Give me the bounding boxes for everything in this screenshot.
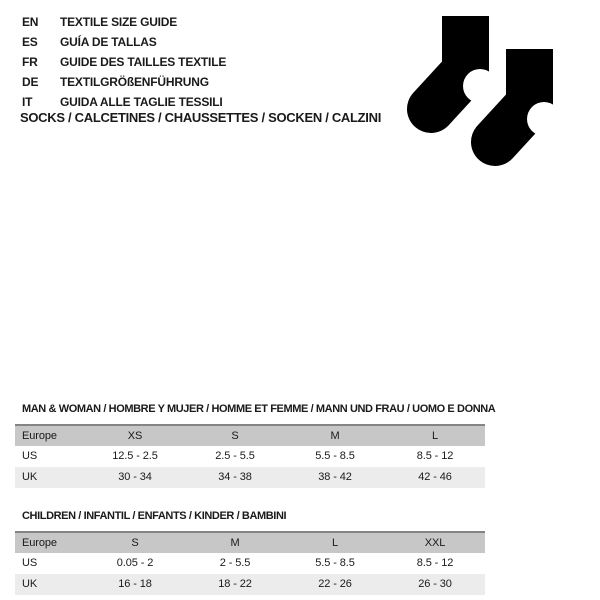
language-label-it: GUIDA ALLE TAGLIE TESSILI bbox=[60, 95, 223, 109]
table-row-uk bbox=[15, 574, 485, 595]
language-code-en: EN bbox=[22, 15, 39, 29]
language-row-en bbox=[22, 12, 226, 32]
size-cell: 30 - 34 bbox=[118, 471, 152, 483]
size-cell: 5.5 - 8.5 bbox=[315, 450, 355, 462]
size-cell: 26 - 30 bbox=[418, 578, 452, 590]
size-cell: 18 - 22 bbox=[218, 578, 252, 590]
size-cell: 22 - 26 bbox=[318, 578, 352, 590]
table-children bbox=[15, 531, 485, 595]
table-row-us bbox=[15, 446, 485, 467]
header-cell-s: S bbox=[131, 536, 139, 549]
language-list bbox=[22, 12, 226, 112]
header-cell-m: M bbox=[230, 536, 240, 549]
language-label-fr: GUIDE DES TAILLES TEXTILE bbox=[60, 55, 227, 69]
header-cell-s: S bbox=[231, 429, 239, 442]
row-label-us: US bbox=[22, 557, 38, 569]
language-code-de: DE bbox=[22, 75, 39, 89]
language-row-de bbox=[22, 72, 226, 92]
language-label-es: GUÍA DE TALLAS bbox=[60, 35, 157, 49]
row-label-uk: UK bbox=[22, 578, 38, 590]
language-label-en: TEXTILE SIZE GUIDE bbox=[60, 15, 178, 29]
row-label-uk: UK bbox=[22, 471, 38, 483]
size-cell: 8.5 - 12 bbox=[416, 450, 454, 462]
size-cell: 34 - 38 bbox=[218, 471, 252, 483]
sock-front bbox=[495, 49, 561, 142]
row-label-us: US bbox=[22, 450, 38, 462]
header-cell-l: L bbox=[331, 536, 339, 549]
size-table-children bbox=[15, 509, 485, 595]
header-cell-xs: XS bbox=[127, 429, 143, 442]
size-cell: 5.5 - 8.5 bbox=[315, 557, 355, 569]
size-cell: 2.5 - 5.5 bbox=[215, 450, 255, 462]
header-cell-m: M bbox=[330, 429, 340, 442]
size-cell: 12.5 - 2.5 bbox=[112, 450, 158, 462]
table-header-row bbox=[15, 426, 485, 446]
size-table-man-woman bbox=[15, 402, 496, 488]
language-code-it: IT bbox=[22, 95, 33, 109]
language-row-es bbox=[22, 32, 226, 52]
category-title: SOCKS / CALCETINES / CHAUSSETTES / SOCKEN / CALZINI bbox=[20, 110, 382, 125]
language-code-fr: FR bbox=[22, 55, 38, 69]
sock-back bbox=[431, 16, 497, 109]
language-label-de: TEXTILGRÖßENFÜHRUNG bbox=[60, 75, 209, 89]
size-cell: 38 - 42 bbox=[318, 471, 352, 483]
socks-icon bbox=[404, 6, 564, 176]
size-cell: 0.05 - 2 bbox=[116, 557, 154, 569]
table-title-man-woman: MAN & WOMAN / HOMBRE Y MUJER / HOMME ET FEMME / MANN UND FRAU / UOMO E DONNA bbox=[22, 403, 496, 415]
header-cell-xxl: XXL bbox=[424, 536, 446, 549]
table-row-uk bbox=[15, 467, 485, 488]
table-header-row bbox=[15, 533, 485, 553]
language-code-es: ES bbox=[22, 35, 38, 49]
header-cell-europe: Europe bbox=[22, 536, 57, 549]
language-row-it bbox=[22, 92, 226, 112]
language-row-fr bbox=[22, 52, 226, 72]
header-cell-l: L bbox=[431, 429, 439, 442]
size-cell: 42 - 46 bbox=[418, 471, 452, 483]
table-man-woman bbox=[15, 424, 485, 488]
size-cell: 2 - 5.5 bbox=[219, 557, 251, 569]
table-row-us bbox=[15, 553, 485, 574]
size-cell: 16 - 18 bbox=[118, 578, 152, 590]
header-cell-europe: Europe bbox=[22, 429, 57, 442]
size-cell: 8.5 - 12 bbox=[416, 557, 454, 569]
table-title-children: CHILDREN / INFANTIL / ENFANTS / KINDER / BAMBINI bbox=[22, 510, 287, 522]
